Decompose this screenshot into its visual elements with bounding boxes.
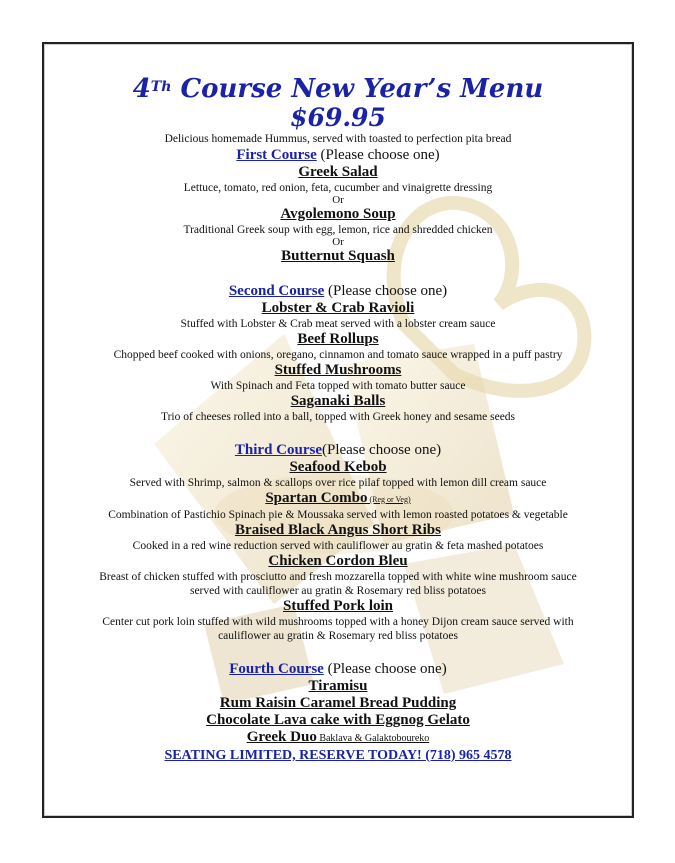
third-course-header: Third Course(Please choose one) xyxy=(234,442,442,458)
or-separator: Or xyxy=(332,194,344,206)
dish-name: Chocolate Lava cake with Eggnog Gelato xyxy=(206,712,470,728)
dish-name: Avgolemono Soup xyxy=(280,206,396,222)
dish-name: Tiramisu xyxy=(308,678,368,694)
menu-title: 4Th Course New Year’s Menu xyxy=(132,74,544,104)
reservation-footer: SEATING LIMITED, RESERVE TODAY! (718) 965 4578 xyxy=(164,748,512,763)
fourth-course-header: Fourth Course (Please choose one) xyxy=(229,661,447,677)
or-separator: Or xyxy=(332,236,344,248)
second-course-header: Second Course (Please choose one) xyxy=(228,283,448,299)
dish-name: Saganaki Balls xyxy=(290,393,386,409)
dish-name: Seafood Kebob xyxy=(289,459,387,475)
dish-name: Stuffed Mushrooms xyxy=(274,362,402,378)
dish-note: Baklava & Galaktoboureko xyxy=(316,733,430,744)
dish-name: Spartan Combo (Reg or Veg) xyxy=(265,490,411,506)
dish-name: Lobster & Crab Ravioli xyxy=(261,300,415,316)
menu-price: $69.95 xyxy=(290,103,386,132)
dish-description: cauliflower au gratin & Rosemary red bliss potatoes xyxy=(218,630,458,642)
dish-name: Stuffed Pork loin xyxy=(282,598,393,614)
dish-name: Chicken Cordon Bleu xyxy=(268,553,408,569)
dish-description: Breast of chicken stuffed with prosciutto and fresh mozzarella topped with white wine mushroom sauce xyxy=(99,571,577,583)
dish-name: Butternut Squash xyxy=(281,248,395,264)
menu-content xyxy=(44,74,632,765)
dish-description: Combination of Pastichio Spinach pie & Moussaka served with lemon roasted potatoes & vegetable xyxy=(108,509,568,521)
dish-description: served with cauliflower au gratin & Rosemary red bliss potatoes xyxy=(189,585,487,597)
dish-name: Greek Duo Baklava & Galaktoboureko xyxy=(246,729,430,745)
dish-description: Served with Shrimp, salmon & scallops over rice pilaf topped with lemon dill cream sauce xyxy=(129,477,547,489)
dish-description: With Spinach and Feta topped with tomato butter sauce xyxy=(210,380,466,392)
dish-description: Traditional Greek soup with egg, lemon, rice and shredded chicken xyxy=(183,224,493,236)
first-course-header: First Course (Please choose one) xyxy=(236,147,440,163)
dish-description: Cooked in a red wine reduction served with cauliflower au gratin & feta mashed potatoes xyxy=(132,540,544,552)
dish-tag: (Reg or Veg) xyxy=(367,495,411,504)
dish-description: Center cut pork loin stuffed with wild mushrooms topped with a honey Dijon cream sauce served with xyxy=(102,616,574,628)
dish-description: Trio of cheeses rolled into a ball, topped with Greek honey and sesame seeds xyxy=(160,411,516,423)
dish-description: Chopped beef cooked with onions, oregano, cinnamon and tomato sauce wrapped in a puff pastry xyxy=(113,349,563,361)
dish-name: Beef Rollups xyxy=(297,331,379,347)
dish-description: Lettuce, tomato, red onion, feta, cucumber and vinaigrette dressing xyxy=(183,182,493,194)
dish-name: Braised Black Angus Short Ribs xyxy=(235,522,441,538)
menu-card xyxy=(42,42,634,818)
dish-name: Greek Salad xyxy=(298,164,378,180)
dish-name: Rum Raisin Caramel Bread Pudding xyxy=(219,695,457,711)
intro-text: Delicious homemade Hummus, served with toasted to perfection pita bread xyxy=(164,133,512,145)
dish-description: Stuffed with Lobster & Crab meat served with a lobster cream sauce xyxy=(180,318,496,330)
